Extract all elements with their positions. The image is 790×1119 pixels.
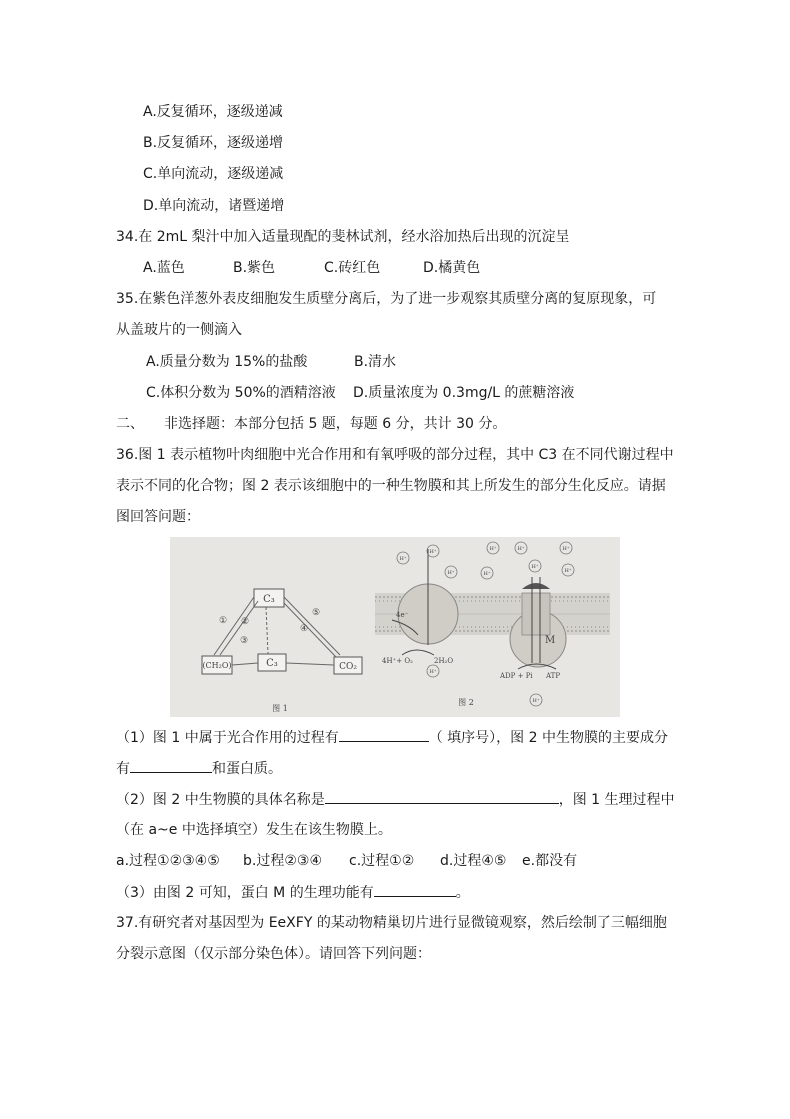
hplus-3: H⁺ bbox=[489, 546, 497, 552]
fig2-channel-cap bbox=[522, 583, 550, 589]
q36-sub1-blank2[interactable] bbox=[130, 758, 212, 773]
q36-sub2-line1 bbox=[116, 789, 675, 810]
q36-sub3 bbox=[116, 882, 470, 903]
fig2-water: 2H₂O bbox=[434, 657, 454, 665]
q35-option-c: C.体积分数为 50%的酒精溶液 bbox=[146, 385, 336, 401]
fig1-label-5: ⑤ bbox=[312, 608, 321, 618]
q33-option-d: D.单向流动，诸暨递增 bbox=[143, 198, 285, 214]
fig2-electrons: 4e⁻ bbox=[396, 611, 409, 619]
q34-stem: 34.在 2mL 梨汁中加入适量现配的斐林试剂，经水浴加热后出现的沉淀呈 bbox=[116, 229, 570, 245]
hplus-6: H⁺ bbox=[517, 546, 525, 552]
q34-option-a: A.蓝色 bbox=[143, 260, 185, 276]
q36-sub2-c: （在 a~e 中选择填空）发生在该生物膜上。 bbox=[116, 822, 392, 838]
q36-stem-line2: 表示不同的化合物；图 2 表示该细胞中的一种生物膜和其上所发生的部分生化反应。请据 bbox=[116, 478, 666, 494]
fig1-box-c3-mid-label: C₃ bbox=[266, 658, 278, 669]
hplus-9: H⁺ bbox=[531, 564, 539, 570]
fig2-adp: ADP + Pi bbox=[500, 672, 533, 680]
q36-sub1-c: 有 bbox=[116, 761, 130, 777]
q34-option-b: B.紫色 bbox=[233, 260, 276, 276]
q36-sub1-blank1[interactable] bbox=[339, 727, 429, 742]
hplus-11: H⁺ bbox=[532, 698, 540, 704]
q33-option-c: C.单向流动，逐级递减 bbox=[143, 166, 284, 182]
fig2-reaction: 4H⁺+ O₂ bbox=[382, 657, 413, 665]
hplus-8: H⁺ bbox=[564, 568, 572, 574]
q33-option-a: A.反复循环，逐级递减 bbox=[143, 104, 283, 120]
fig1-box-c3-top-label: C₃ bbox=[263, 594, 275, 605]
q36-sub2-a: （2）图 2 中生物膜的具体名称是 bbox=[116, 792, 325, 808]
fig2-atp: ATP bbox=[546, 672, 561, 680]
q34-option-c: C.砖红色 bbox=[324, 260, 381, 276]
q36-stem-line3: 图回答问题： bbox=[116, 509, 200, 525]
q33-option-b: B.反复循环，逐级递增 bbox=[143, 135, 284, 151]
hplus-5: H⁺ bbox=[483, 571, 491, 577]
q36-sub1-line1 bbox=[116, 727, 668, 748]
q35-options-row2 bbox=[146, 383, 574, 403]
fig2-label-m: M bbox=[545, 635, 556, 646]
fig1-label-3: ③ bbox=[240, 636, 249, 646]
q37-stem-line1: 37.有研究者对基因型为 EeXFY 的某动物精巢切片进行显微镜观察，然后绘制了三幅细胞 bbox=[116, 915, 667, 931]
q36-sub2-option-a: a.过程①②③④⑤ bbox=[116, 853, 220, 869]
fig1-label-4: ④ bbox=[300, 624, 309, 634]
q36-sub2-option-e: e.都没有 bbox=[522, 853, 578, 869]
q36-sub3-blank[interactable] bbox=[374, 882, 456, 897]
figure1-diagram bbox=[202, 589, 362, 713]
fig1-box-ch2o-label: (CH₂O) bbox=[202, 661, 232, 670]
hplus-7: H⁺ bbox=[562, 546, 570, 552]
q35-stem-line1: 35.在紫色洋葱外表皮细胞发生质壁分离后，为了进一步观察其质壁分离的复原现象，可 bbox=[116, 291, 657, 307]
fig1-box-co2-label: CO₂ bbox=[339, 662, 357, 672]
q35-option-a: A.质量分数为 15%的盐酸 bbox=[146, 354, 308, 370]
hplus-2: H⁺ bbox=[429, 549, 437, 555]
q34-option-d: D.橘黄色 bbox=[423, 260, 481, 276]
q36-sub2-options bbox=[116, 851, 577, 871]
q34-options bbox=[143, 258, 480, 278]
q36-sub2-b: ，图 1 生理过程中 bbox=[558, 792, 675, 808]
section2-number: 二、 bbox=[116, 416, 144, 432]
q36-figure-svg bbox=[170, 537, 620, 717]
q35-option-d: D.质量浓度为 0.3mg/L 的蔗糖溶液 bbox=[353, 385, 575, 401]
q36-sub2-option-b: b.过程②③④ bbox=[243, 853, 322, 869]
q36-sub1-b: （ 填序号），图 2 中生物膜的主要成分 bbox=[428, 730, 668, 746]
section2-text: 非选择题：本部分包括 5 题，每题 6 分，共计 30 分。 bbox=[164, 416, 507, 432]
q35-stem-line2: 从盖玻片的一侧滴入 bbox=[116, 322, 242, 338]
hplus-10: H⁺ bbox=[429, 669, 437, 675]
q36-sub1-a: （1）图 1 中属于光合作用的过程有 bbox=[116, 730, 339, 746]
q36-sub2-blank[interactable] bbox=[325, 789, 559, 804]
section2-heading bbox=[116, 414, 506, 434]
q35-option-b: B.清水 bbox=[354, 354, 397, 370]
fig1-label-1: ① bbox=[219, 616, 228, 626]
q36-stem-line1: 36.图 1 表示植物叶肉细胞中光合作用和有氧呼吸的部分过程，其中 C3 在不同代谢过程中 bbox=[116, 447, 674, 463]
q36-sub3-a: （3）由图 2 可知，蛋白 M 的生理功能有 bbox=[116, 885, 374, 901]
q36-sub1-d: 和蛋白质。 bbox=[212, 761, 282, 777]
q36-sub2-option-c: c.过程①② bbox=[349, 853, 415, 869]
q36-sub3-b: 。 bbox=[455, 885, 470, 901]
fig2-channel bbox=[522, 593, 550, 635]
q36-sub1-line2 bbox=[116, 758, 282, 779]
fig1-label-2: ② bbox=[241, 617, 250, 627]
q37-stem-line2: 分裂示意图（仅示部分染色体）。请回答下列问题： bbox=[116, 946, 431, 962]
figure2-diagram bbox=[375, 542, 610, 707]
hplus-1: H⁺ bbox=[399, 556, 407, 562]
hplus-4: H⁺ bbox=[447, 570, 455, 576]
fig2-caption: 图 2 bbox=[458, 698, 474, 707]
q36-sub2-option-d: d.过程④⑤ bbox=[440, 853, 507, 869]
q36-figure bbox=[170, 537, 620, 717]
q35-options-row1 bbox=[146, 352, 396, 372]
fig1-caption: 图 1 bbox=[272, 704, 288, 713]
